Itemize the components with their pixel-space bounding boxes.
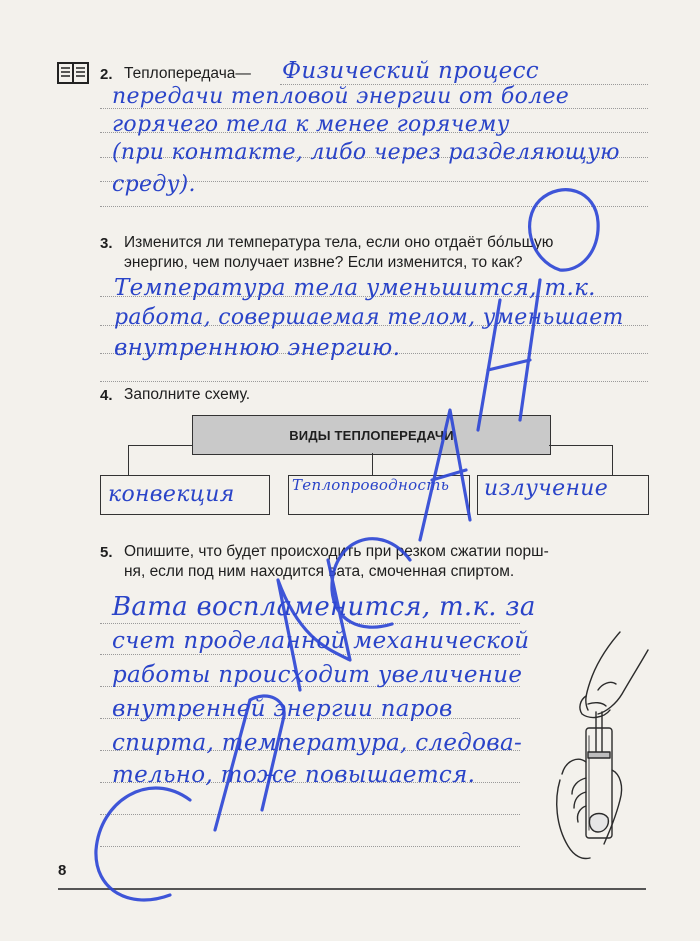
diagram-connector <box>128 445 192 446</box>
q5-text-line-2: ня, если под ним находится вата, смоченная спиртом. <box>124 563 515 580</box>
q3-answer-line-2: работа, совершаемая телом, уменьшает <box>114 305 624 330</box>
ruled-line <box>100 206 648 207</box>
q3-text-line-1: Изменится ли температура тела, если оно отдаёт бóльшую <box>124 234 554 251</box>
ruled-line <box>100 654 520 655</box>
diagram-connector <box>372 453 373 475</box>
q3-answer-line-3: внутреннюю энергию. <box>114 335 401 361</box>
q2-label: Теплопередача— <box>124 65 251 82</box>
q3-number: 3. <box>100 235 113 252</box>
diagram-connector <box>128 445 129 475</box>
ruled-line <box>100 846 520 847</box>
q5-number: 5. <box>100 544 113 561</box>
page-number: 8 <box>58 862 67 879</box>
q5-answer-line-3: работы происходит увеличение <box>112 662 523 688</box>
q3-text-line-2: энергию, чем получает извне? Если изменится, то как? <box>124 254 523 271</box>
ruled-line <box>100 814 520 815</box>
q5-answer-line-6: тельно, тоже повышается. <box>112 762 476 788</box>
diagram-header <box>192 415 551 455</box>
diagram-connector <box>549 445 613 446</box>
q2-answer-line-5: среду). <box>112 172 196 197</box>
diagram-connector <box>612 445 613 475</box>
q2-answer-line-4: (при контакте, либо через разделяющую <box>112 140 620 165</box>
q2-answer-line-2: передачи тепловой энергии от более <box>112 84 570 109</box>
diagram-box-1-answer: конвекция <box>108 482 235 507</box>
q2-number: 2. <box>100 66 113 83</box>
q5-answer-line-4: внутренней энергии паров <box>112 696 453 722</box>
diagram-header-label: ВИДЫ ТЕПЛОПЕРЕДАЧИ <box>289 427 454 443</box>
diagram-box-3-answer: излучение <box>484 476 609 501</box>
q5-answer-line-2: счет проделанной механической <box>112 628 530 654</box>
q3-answer-line-1: Температура тела уменьшится, т.к. <box>114 275 596 301</box>
q5-text-line-1: Опишите, что будет происходить при резком сжатии порш- <box>124 543 549 560</box>
q4-text: Заполните схему. <box>124 386 251 403</box>
q5-answer-line-1: Вата воспламенится, т.к. за <box>112 592 536 622</box>
q2-answer-line-1: Физический процесс <box>282 58 539 84</box>
q2-answer-line-3: горячего тела к менее горячему <box>112 112 510 137</box>
footer-rule <box>58 888 646 890</box>
ruled-line <box>100 623 520 624</box>
q4-number: 4. <box>100 387 113 404</box>
q5-answer-line-5: спирта, температура, следова- <box>112 730 523 756</box>
diagram-box-2-answer: Теплопроводность <box>292 476 450 494</box>
ruled-line <box>100 381 648 382</box>
